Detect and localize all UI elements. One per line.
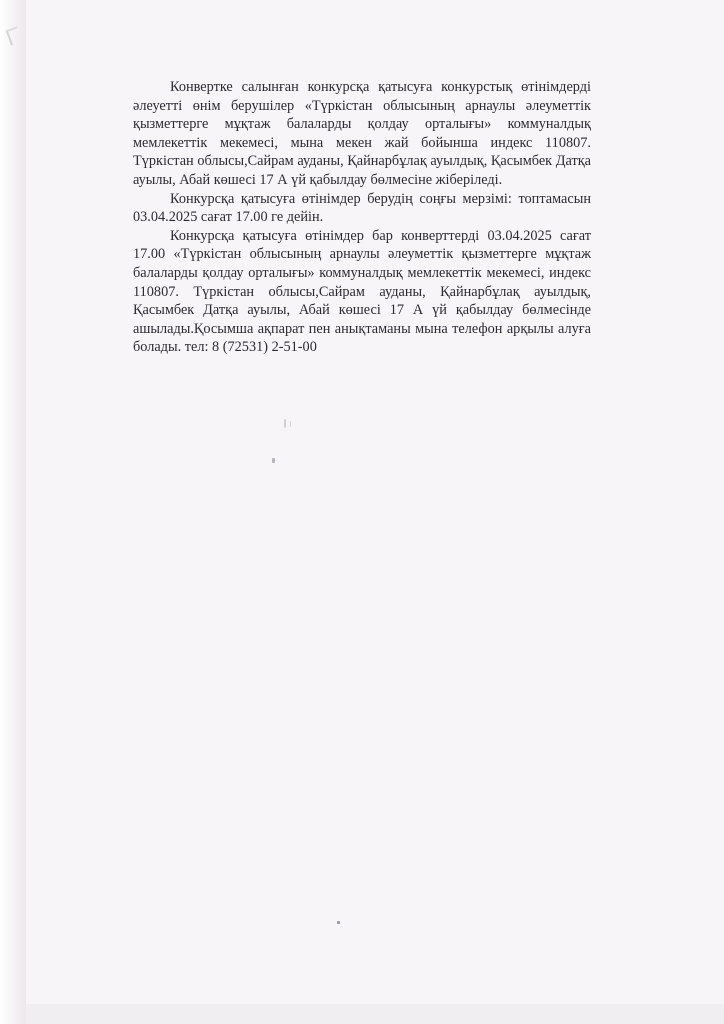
paragraph-deadline: Конкурсқа қатысуға өтінімдер берудің соңғы мерзімі: топтамасын 03.04.2025 сағат 17.00 ге дейін. (133, 190, 591, 226)
scan-left-edge (0, 0, 26, 1024)
paragraph-opening-and-contact: Конкурсқа қатысуға өтінімдер бар конверттерді 03.04.2025 сағат 17.00 «Түркістан облысының арнаулы әлеуметтік қызметтерге мұқтаж балаларды қолдау орталығы» коммуналдық мемлекеттік мекемесі, индекс 110807. Түркістан облысы,Сайрам ауданы, Қайнарбұлақ ауылдық, Қасымбек Датқа ауылы, Абай көшесі 17 А үй қабылдау бөлмесінде ашылады.Қосымша ақпарат пен анықтаманы мына телефон арқылы алуға болады. тел: 8 (72531) 2-51-00 (133, 227, 591, 356)
scan-speck (290, 421, 291, 427)
scan-speck (272, 458, 275, 463)
scan-speck (284, 419, 286, 428)
paragraph-submission-address: Конвертке салынған конкурсқа қатысуға конкурстық өтінімдерді әлеуетті өнім берушілер «Түркістан облысының арнаулы әлеуметтік қызметтерге мұқтаж балаларды қолдау орталығы» коммуналдық мемлекеттік мекемесі, мына мекен жай бойынша индекс 110807. Түркістан облысы,Сайрам ауданы, Қайнарбұлақ ауылдық, Қасымбек Датқа ауылы, Абай көшесі 17 А үй қабылдау бөлмесіне жіберіледі. (133, 79, 591, 188)
scan-speck (337, 921, 340, 924)
document-body (133, 78, 591, 357)
scan-bottom-edge (26, 1004, 724, 1024)
